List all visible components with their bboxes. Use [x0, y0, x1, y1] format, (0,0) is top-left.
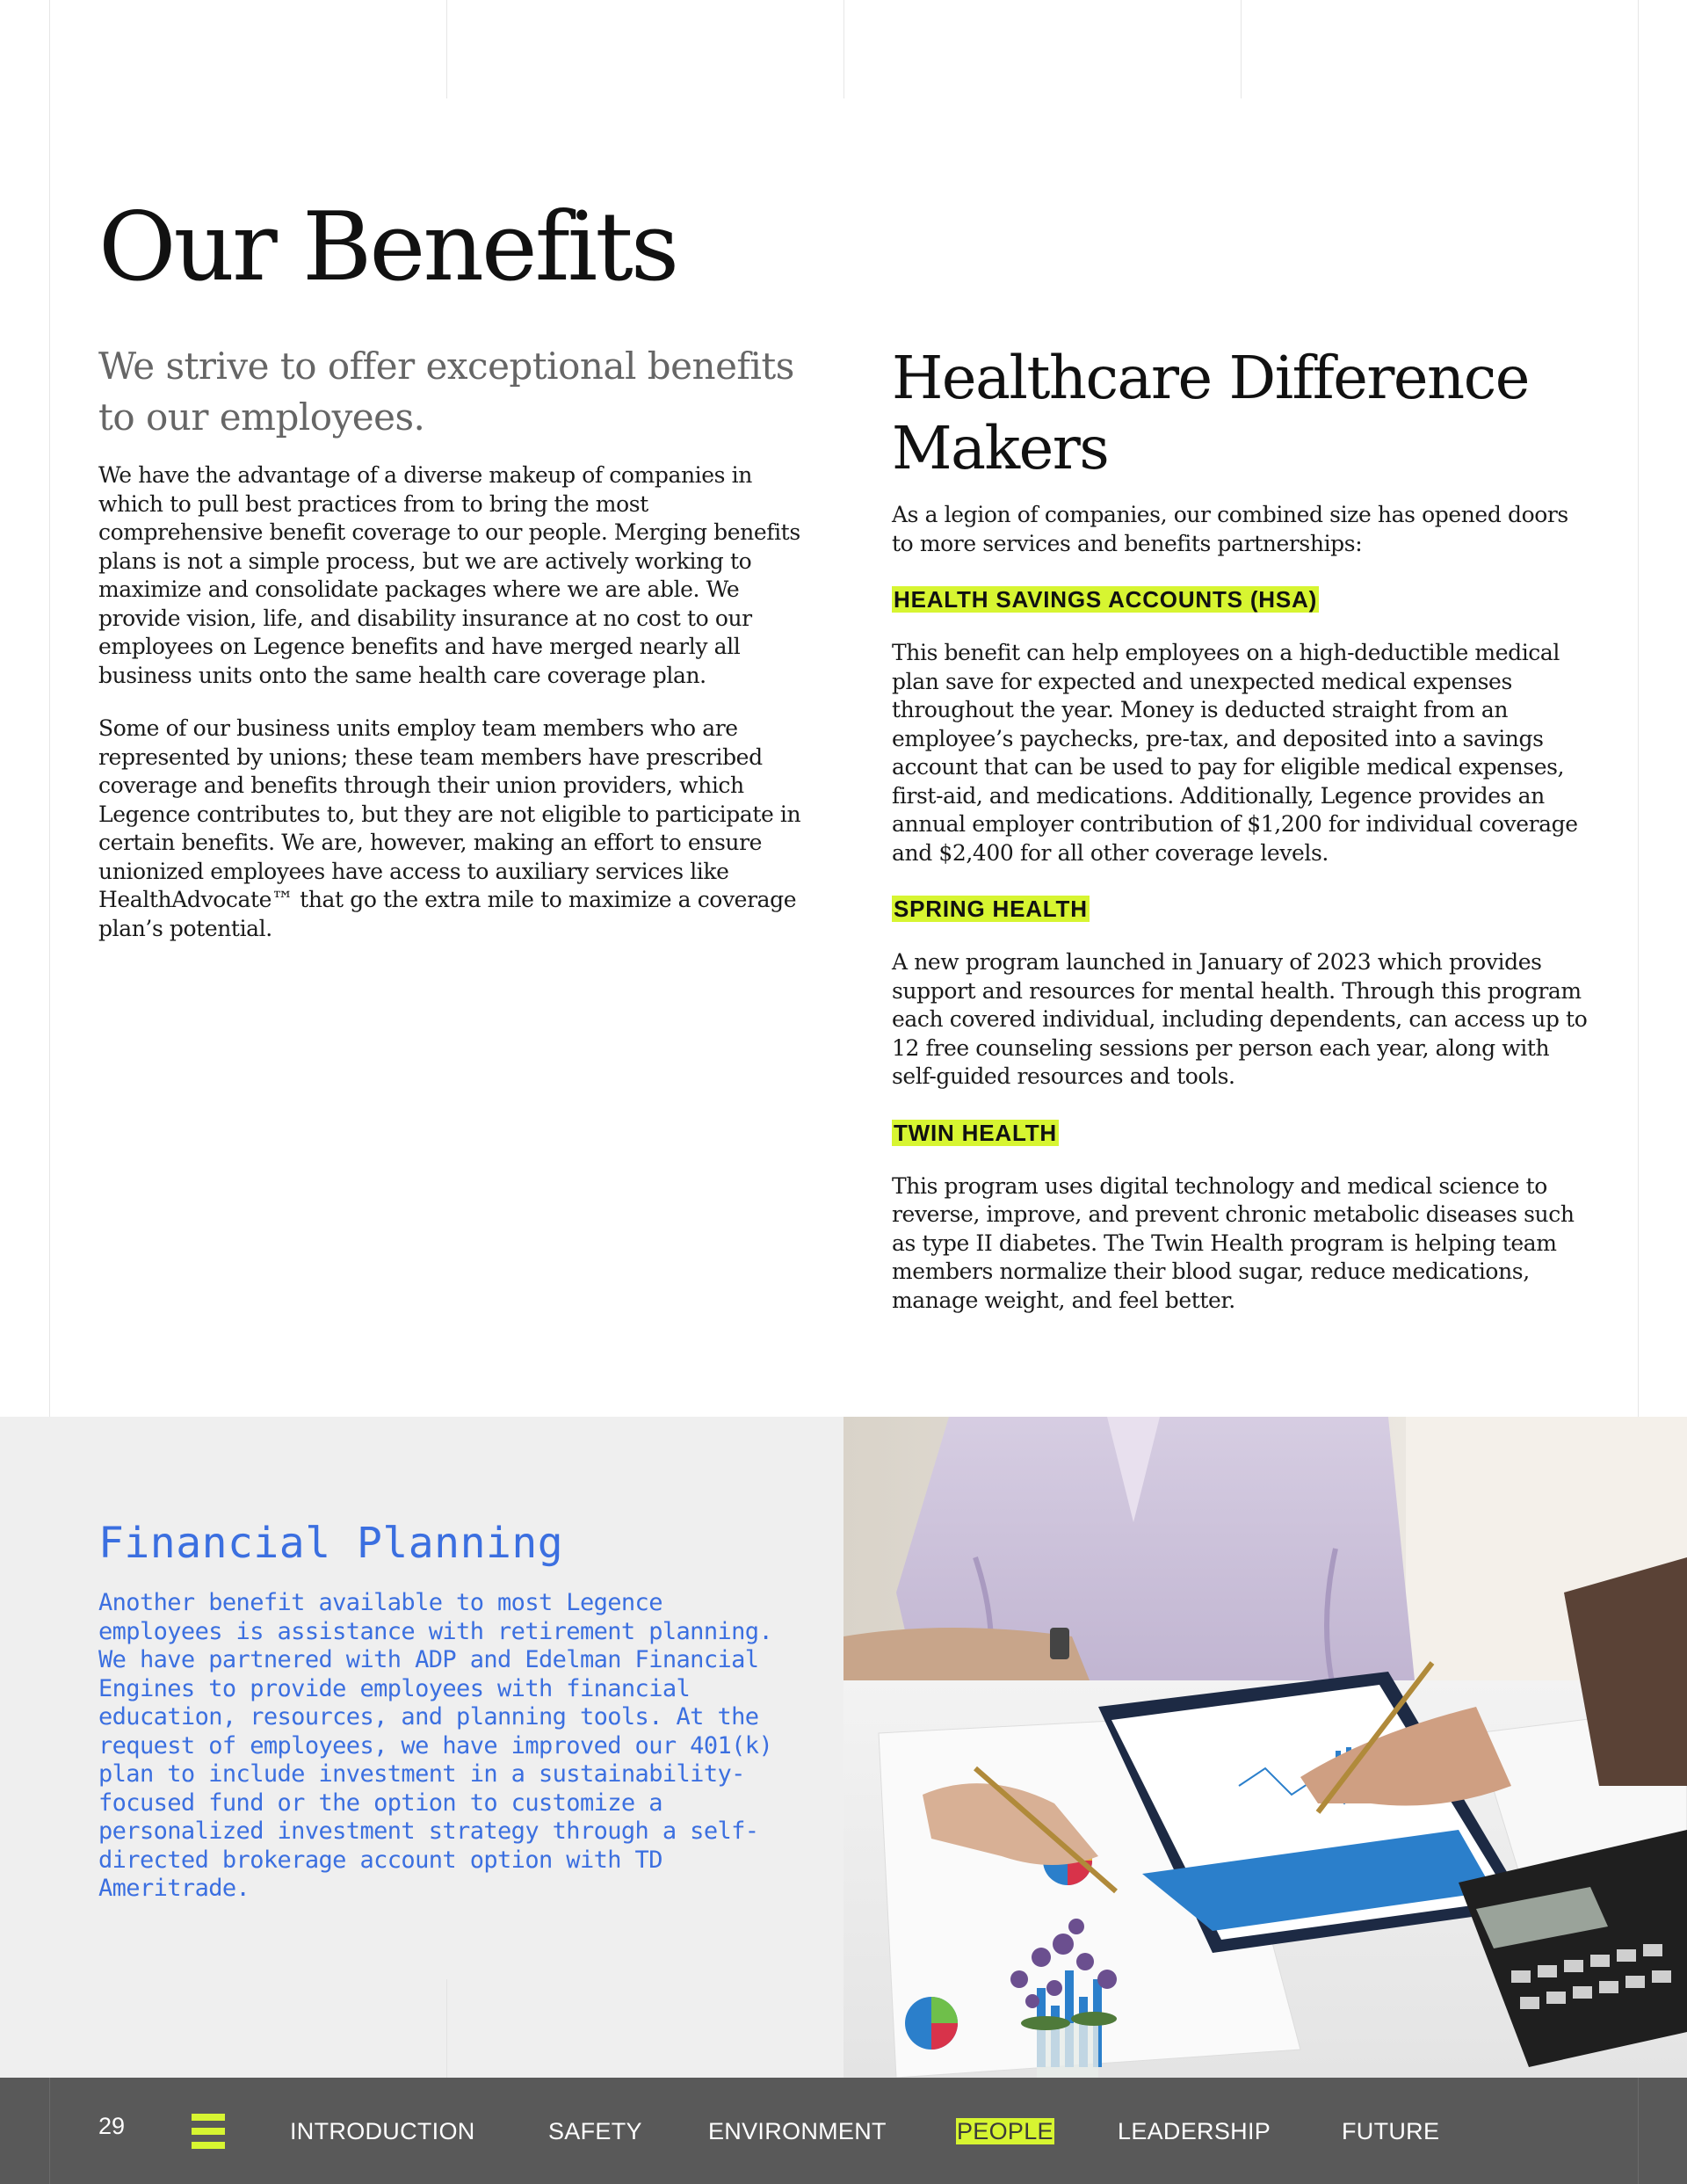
nav-safety[interactable]: SAFETY: [548, 2118, 642, 2144]
guide-line: [1638, 2078, 1639, 2184]
healthcare-section: [892, 501, 1595, 1315]
benefit-item-spring-health: [892, 867, 1595, 1092]
healthcare-intro: As a legion of companies, our combined size has opened doors to more services and benefits partnerships:: [892, 502, 1568, 556]
benefit-text: This program uses digital technology and medical science to reverse, improve, and prevent chronic metabolic diseases such as type II diabetes. The Twin Health program is helping team members normalize their blood sugar, reduce medications, manage weight, and feel better.: [892, 1172, 1575, 1313]
nav-future[interactable]: FUTURE: [1342, 2118, 1440, 2144]
benefit-heading: SPRING HEALTH: [894, 896, 1088, 922]
nav-people[interactable]: PEOPLE: [957, 2118, 1053, 2144]
benefit-heading: TWIN HEALTH: [894, 1119, 1057, 1146]
page-number: 29: [98, 2113, 126, 2139]
office-photo: [844, 1417, 1687, 2078]
guide-line: [49, 2078, 50, 2184]
hamburger-menu-icon[interactable]: [192, 2114, 225, 2149]
intro-paragraph: We have the advantage of a diverse makeup of companies in which to pull best practices from to bring the most comprehensive benefit coverage to our people. Merging benefits plans is not a simple process, but we are actively working to maximize and consolidate packages where we are able. We provide vision, life, and disability insurance at no cost to our employees on Legence benefits and have merged nearly all business units onto the same health care coverage plan.: [98, 462, 800, 688]
nav-introduction[interactable]: INTRODUCTION: [290, 2118, 475, 2144]
guide-line: [1241, 0, 1242, 98]
financial-text: Another benefit available to most Legence employees is assistance with retirement planning. We have partnered with ADP and Edelman Financial Engines to provide employees with financial education, resources, and planning tools. At the request of employees, we have improved our 401(k) plan to include investment in a sustainability-focused fund or the option to customize a personalized investment strategy through a self-directed brokerage account option with TD Ameritrade.: [98, 1589, 773, 1902]
benefit-heading: HEALTH SAVINGS ACCOUNTS (HSA): [894, 586, 1318, 613]
nav-leadership[interactable]: LEADERSHIP: [1118, 2118, 1271, 2144]
financial-review-photo: [844, 1417, 1687, 2078]
lead-text: We strive to offer exceptional benefits to our employees.: [98, 345, 794, 439]
nav-environment[interactable]: ENVIRONMENT: [708, 2118, 887, 2144]
benefit-item-twin-health: [892, 1092, 1595, 1316]
guide-line: [446, 0, 447, 98]
benefit-text: A new program launched in January of 2023 which provides support and resources for mental health. Through this program each covered individual, including dependents, can access up to 12 free counseling sessions per person each year, along with self-guided resources and tools.: [892, 949, 1588, 1089]
page-title: Our Benefits: [98, 192, 677, 302]
guide-line: [446, 1979, 447, 2078]
union-paragraph: Some of our business units employ team members who are represented by unions; these team members have prescribed coverage and benefits through their union providers, which Legence contributes to, but they are not eligible to participate in certain benefits. We are, however, making an effort to ensure unionized employees have access to auxiliary services like HealthAdvocate™ that go the extra mile to maximize a coverage plan’s potential.: [98, 715, 801, 941]
benefit-text: This benefit can help employees on a high-deductible medical plan save for expected and unexpected medical expenses throughout the year. Money is deducted straight from an employee’s paychecks, pre-tax, and deposited into a savings account that can be used to pay for eligible medical expenses, first-aid, and medications. Additionally, Legence provides an annual employer contribution of $1,200 for individual coverage and $2,400 for all other coverage levels.: [892, 640, 1578, 866]
benefits-intro: [98, 461, 801, 943]
healthcare-title: Healthcare Difference Makers: [892, 344, 1529, 483]
benefit-item-hsa: [892, 558, 1595, 867]
financial-title: Financial Planning: [98, 1519, 564, 1568]
